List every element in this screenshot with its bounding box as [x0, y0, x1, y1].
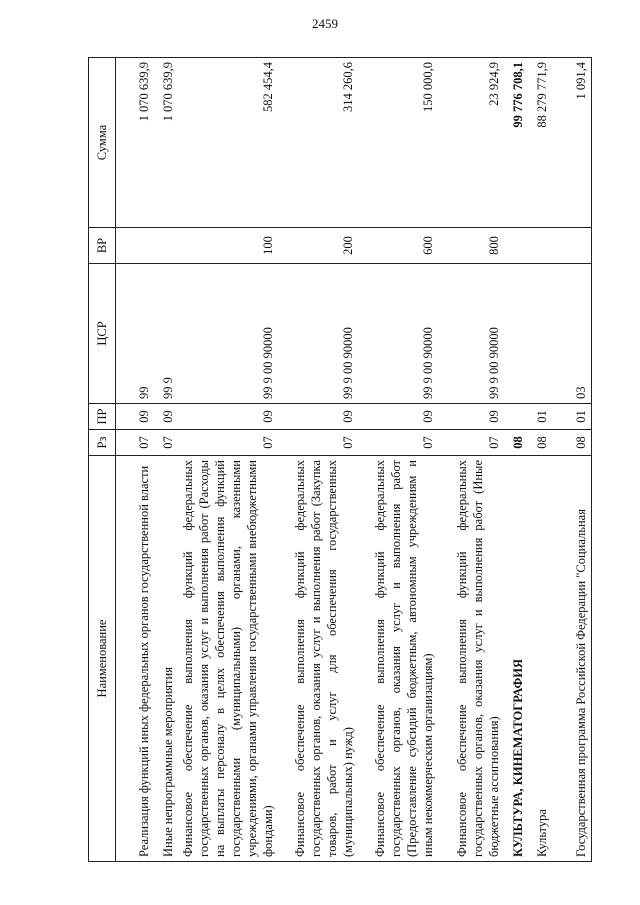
row-csr: 99 9 00 90000 [278, 264, 358, 404]
row-pr: 09 [154, 404, 178, 430]
row-csr: 99 9 [154, 264, 178, 404]
row-name: КУЛЬТУРА, КИНЕМАТОГРАФИЯ [504, 456, 528, 862]
row-vr [116, 228, 154, 264]
row-name: Финансовое обеспечение выполнения функций федеральных государственных органов, оказания услуг и выполнения работ (Расходы на выплаты персоналу в целях обеспечения выполнения функций государственными (муниципальными) органами, казенными учреждениями, органами управления государственными внебюджетными фондами) [178, 456, 278, 862]
row-name: Иные непрограммные мероприятия [154, 456, 178, 862]
table-row [278, 58, 358, 862]
row-pr: 09 [438, 404, 504, 430]
row-pr: 01 [528, 404, 552, 430]
row-sum: 1 091,4 [552, 58, 592, 228]
row-vr [154, 228, 178, 264]
row-rz: 07 [116, 430, 154, 456]
row-rz: 07 [154, 430, 178, 456]
row-name: Культура [528, 456, 552, 862]
row-vr [528, 228, 552, 264]
table-row [528, 58, 552, 862]
header-sum: Сумма [89, 58, 116, 228]
row-csr [504, 264, 528, 404]
header-pr: ПР [89, 404, 116, 430]
budget-table [88, 57, 592, 862]
row-sum: 1 070 639,9 [116, 58, 154, 228]
row-pr: 09 [178, 404, 278, 430]
row-rz: 08 [528, 430, 552, 456]
row-sum: 150 000,0 [358, 58, 438, 228]
row-sum: 23 924,9 [438, 58, 504, 228]
row-sum: 88 279 771,9 [528, 58, 552, 228]
row-csr: 99 [116, 264, 154, 404]
row-sum: 99 776 708,1 [504, 58, 528, 228]
row-rz: 08 [552, 430, 592, 456]
header-name: Наименование [89, 456, 116, 862]
row-vr [552, 228, 592, 264]
rotated-table-container [88, 58, 592, 862]
row-csr: 99 9 00 90000 [178, 264, 278, 404]
table-header-row [89, 58, 116, 862]
table-row [154, 58, 178, 862]
row-name: Финансовое обеспечение выполнения функций федеральных государственных органов, оказания услуг и выполнения работ (Иные бюджетные ассигнования) [438, 456, 504, 862]
row-name: Государственная программа Российской Федерации "Социальная [552, 456, 592, 862]
row-vr: 100 [178, 228, 278, 264]
row-rz: 07 [358, 430, 438, 456]
table-row [358, 58, 438, 862]
row-rz: 08 [504, 430, 528, 456]
header-csr: ЦСР [89, 264, 116, 404]
row-sum: 314 260,6 [278, 58, 358, 228]
row-csr [528, 264, 552, 404]
row-rz: 07 [438, 430, 504, 456]
row-vr: 200 [278, 228, 358, 264]
table-row [178, 58, 278, 862]
row-pr: 01 [552, 404, 592, 430]
row-name: Реализация функций иных федеральных органов государственной власти [116, 456, 154, 862]
row-vr [504, 228, 528, 264]
page-number: 2459 [312, 16, 338, 31]
table-row [504, 58, 528, 862]
header-vr: ВР [89, 228, 116, 264]
table-row [552, 58, 592, 862]
row-csr: 99 9 00 90000 [438, 264, 504, 404]
row-rz: 07 [178, 430, 278, 456]
row-vr: 800 [438, 228, 504, 264]
row-name: Финансовое обеспечение выполнения функций федеральных государственных органов, оказания услуг и выполнения работ (Закупка товаров, работ и услуг для обеспечения государственных (муниципальных) нужд) [278, 456, 358, 862]
row-csr: 99 9 00 90000 [358, 264, 438, 404]
row-pr: 09 [116, 404, 154, 430]
row-pr: 09 [278, 404, 358, 430]
row-vr: 600 [358, 228, 438, 264]
row-pr [504, 404, 528, 430]
row-csr: 03 [552, 264, 592, 404]
table-row [438, 58, 504, 862]
row-pr: 09 [358, 404, 438, 430]
header-rz: Рз [89, 430, 116, 456]
row-sum: 582 454,4 [178, 58, 278, 228]
row-sum: 1 070 639,9 [154, 58, 178, 228]
row-rz: 07 [278, 430, 358, 456]
row-name: Финансовое обеспечение выполнения функций федеральных государственных органов, оказания услуг и выполнения работ (Предоставление субсидий бюджетным, автономным учреждениям и иным некоммерческим организациям) [358, 456, 438, 862]
table-row [116, 58, 154, 862]
